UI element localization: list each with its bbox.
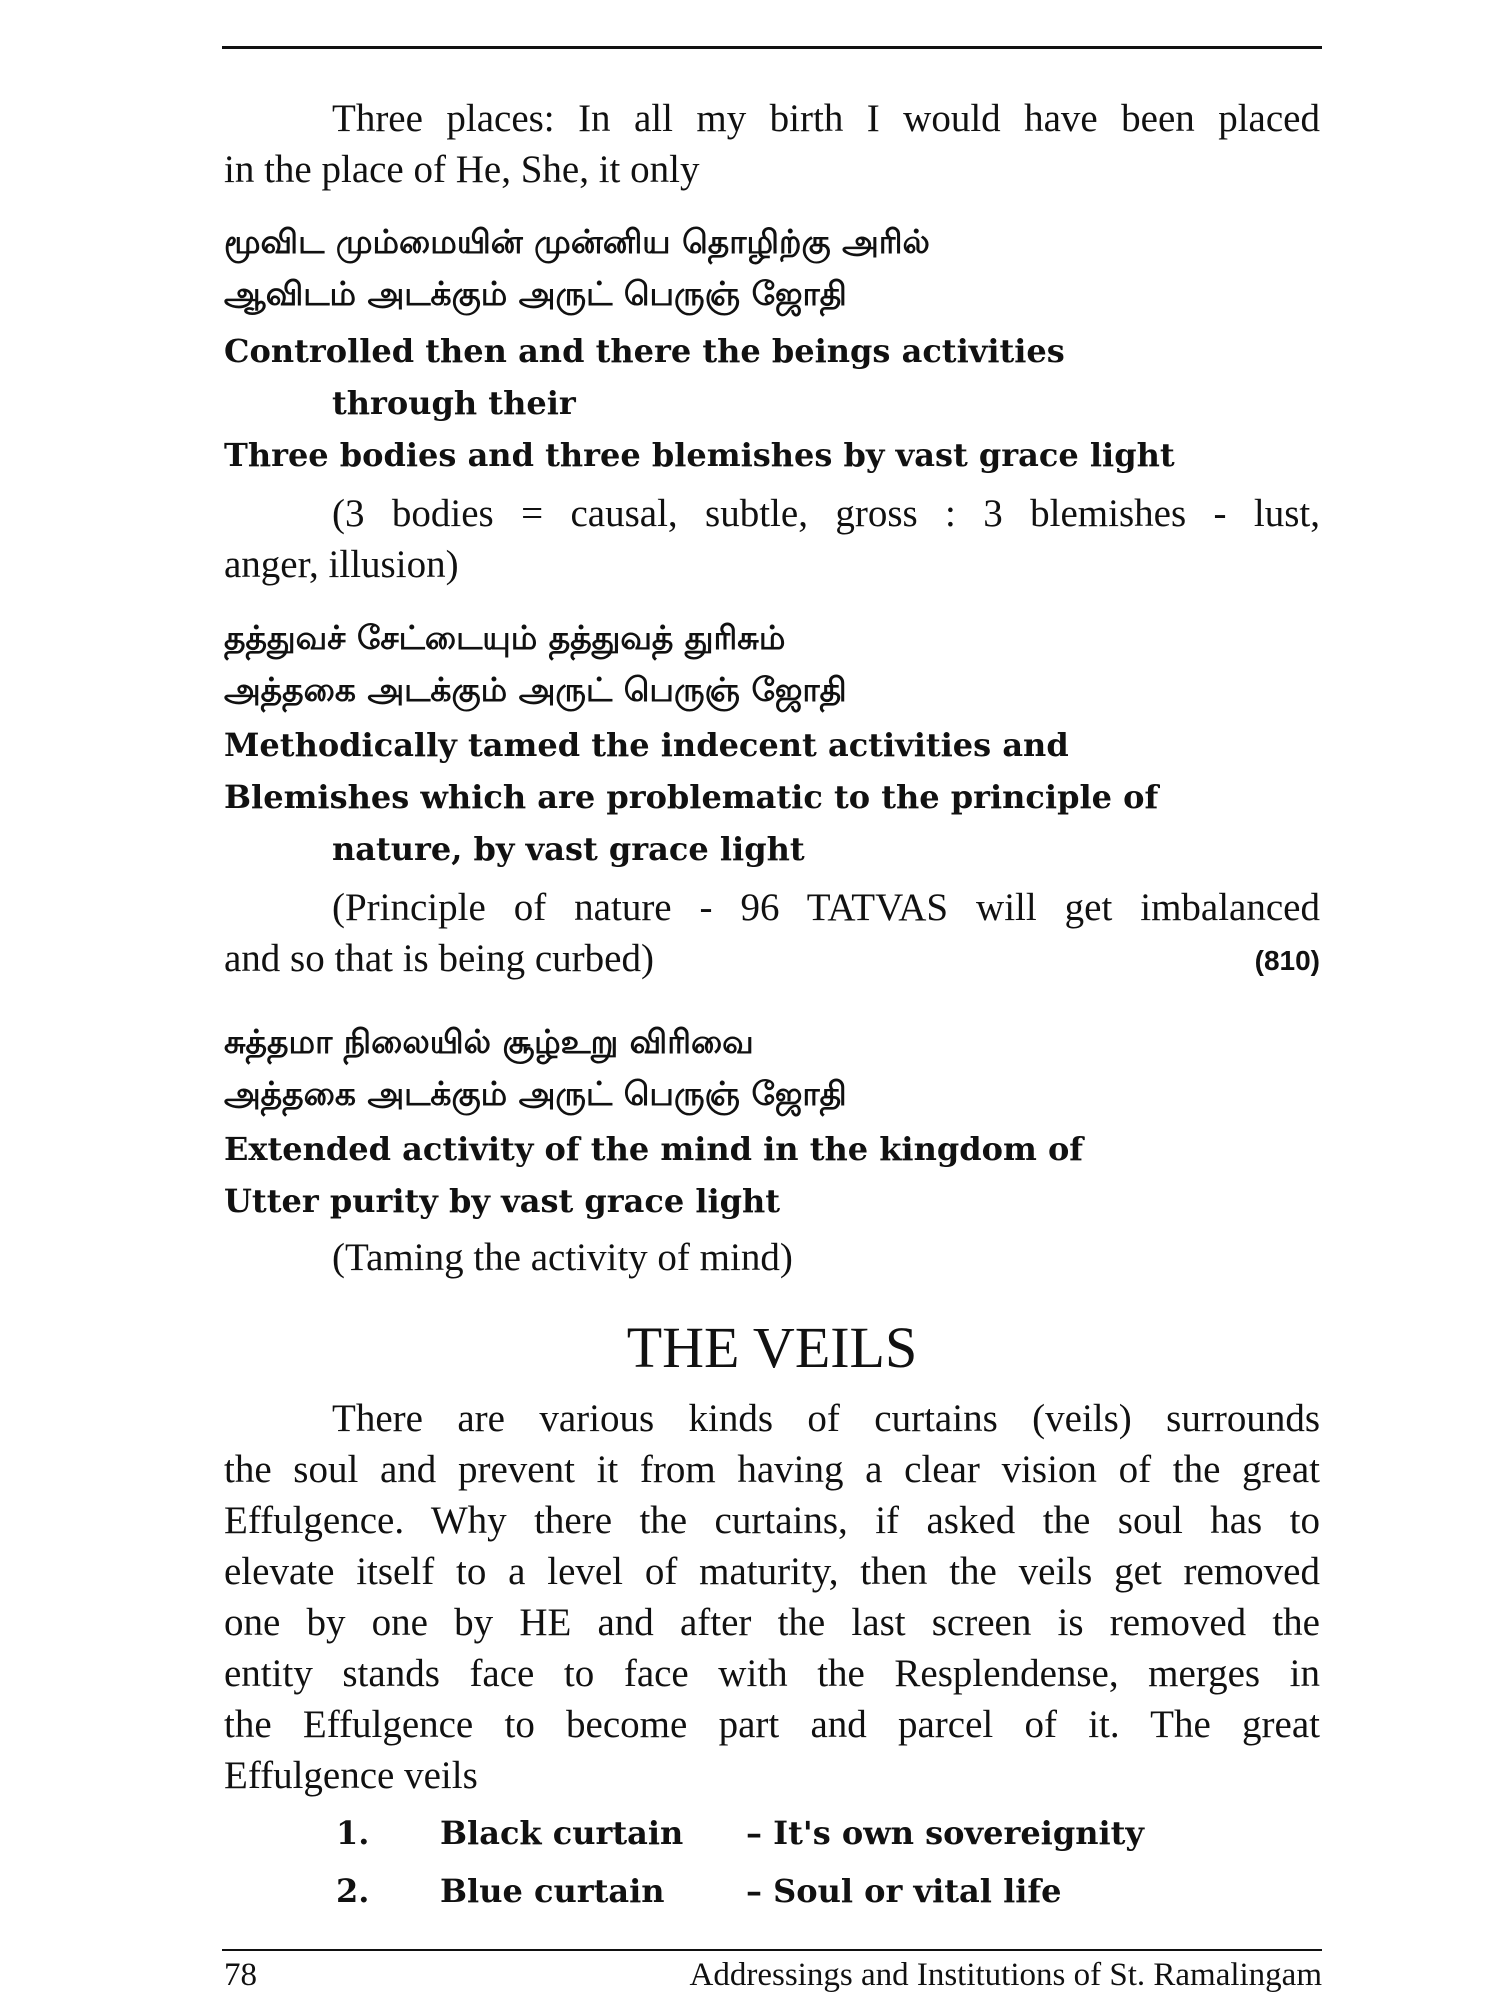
para-line: the soul and prevent it from having a clear vision of the great [224, 1448, 1320, 1491]
para-line: There are various kinds of curtains (veils) surrounds [332, 1397, 1320, 1440]
text-line: Three places: In all my birth I would have been placed [332, 97, 1320, 140]
note-line: (3 bodies = causal, subtle, gross : 3 blemishes - lust, [332, 492, 1320, 535]
translation-1 [224, 325, 1320, 481]
note-line: (Principle of nature - 96 TATVAS will get imbalanced [332, 886, 1320, 929]
top-rule [222, 46, 1322, 49]
bold-line: Controlled then and there the beings activities [224, 332, 1065, 370]
translation-2 [224, 719, 1320, 875]
list-name: Black curtain [440, 1814, 684, 1852]
page-number: 78 [224, 1957, 257, 1993]
list-desc: – It's own sovereignity [746, 1814, 1144, 1852]
bold-line: through their [332, 384, 576, 422]
bold-line: Methodically tamed the indecent activities and [224, 726, 1069, 764]
para-line: Effulgence. Why there the curtains, if asked the soul has to [224, 1499, 1320, 1542]
tamil-line: ஆவிடம் அடக்கும் அருட் பெருஞ் ஜோதி [224, 274, 847, 313]
bold-line: Blemishes which are problematic to the principle of [224, 778, 1159, 816]
list-number: 2. [336, 1872, 370, 1910]
veils-list [224, 1804, 1320, 1920]
note-1 [224, 488, 1320, 590]
tamil-line: சுத்தமா நிலையில் சூழ்உறு விரிவை [224, 1022, 754, 1061]
tamil-verse-3 [224, 1016, 1320, 1120]
tamil-verse-1 [224, 216, 1320, 320]
para-line: one by one by HE and after the last screen is removed the [224, 1601, 1320, 1644]
tamil-line: அத்தகை அடக்கும் அருட் பெருஞ் ஜோதி [224, 1074, 847, 1113]
note-text: and so that is being curbed) [224, 937, 654, 980]
list-item [224, 1804, 1320, 1862]
tamil-line: அத்தகை அடக்கும் அருட் பெருஞ் ஜோதி [224, 670, 847, 709]
verse-number: (810) [1254, 945, 1320, 976]
note-line-with-ref [224, 933, 1320, 984]
para-line: the Effulgence to become part and parcel of it. The great [224, 1703, 1320, 1746]
section-heading: THE VEILS [626, 1315, 918, 1380]
tamil-line: மூவிட மும்மையின் முன்னிய தொழிற்கு அரில் [224, 222, 930, 261]
bold-line: Three bodies and three blemishes by vast grace light [224, 436, 1175, 474]
bottom-rule [222, 1949, 1322, 1951]
list-desc: – Soul or vital life [746, 1872, 1062, 1910]
bold-line: nature, by vast grace light [332, 830, 805, 868]
veils-paragraph [224, 1393, 1320, 1801]
text-line: in the place of He, She, it only [224, 148, 700, 191]
bold-line: Extended activity of the mind in the kingdom of [224, 1130, 1084, 1168]
list-item [224, 1862, 1320, 1920]
note-2 [224, 882, 1320, 984]
tamil-verse-2 [224, 612, 1320, 716]
tamil-line: தத்துவச் சேட்டையும் தத்துவத் துரிசும் [224, 618, 786, 657]
list-number: 1. [336, 1814, 370, 1852]
note-line: anger, illusion) [224, 543, 459, 586]
note-line: (Taming the activity of mind) [332, 1236, 793, 1279]
running-footer-title: Addressings and Institutions of St. Ramalingam [689, 1957, 1322, 1993]
intro-paragraph [224, 93, 1320, 195]
note-3 [224, 1232, 1320, 1283]
bold-line: Utter purity by vast grace light [224, 1182, 781, 1220]
list-name: Blue curtain [440, 1872, 665, 1910]
para-line: elevate itself to a level of maturity, then the veils get removed [224, 1550, 1320, 1593]
para-line: entity stands face to face with the Resplendense, merges in [224, 1652, 1320, 1695]
translation-3 [224, 1123, 1320, 1227]
para-line: Effulgence veils [224, 1754, 478, 1797]
